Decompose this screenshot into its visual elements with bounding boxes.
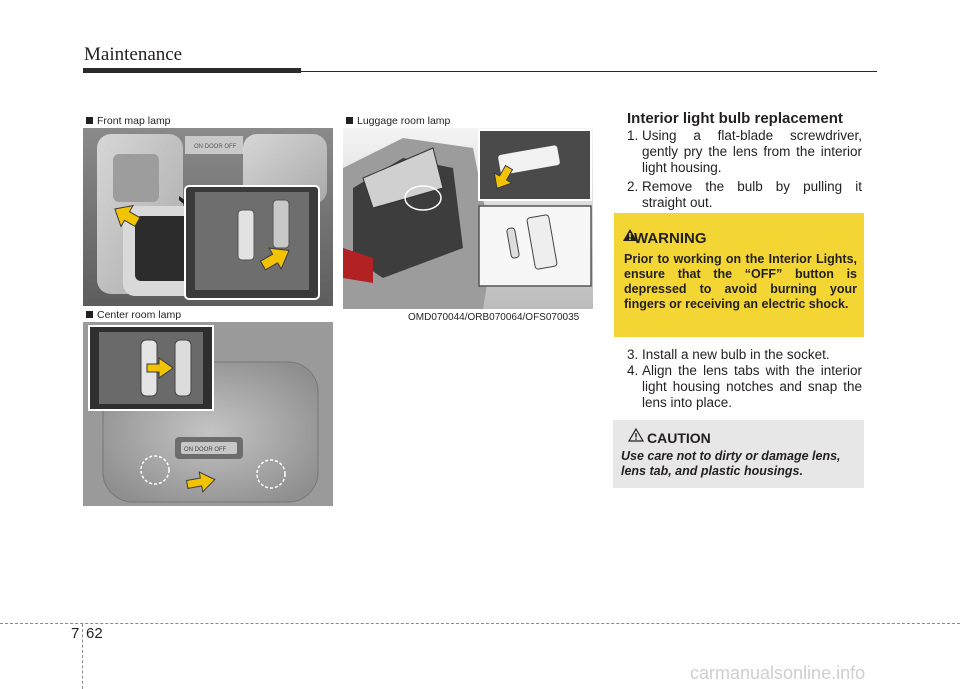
footer-divider <box>82 624 83 689</box>
front-map-lamp-label: Front map lamp <box>86 115 171 127</box>
step-4: 4. Align the lens tabs with the interior light housing notches and snap the lens into place. <box>627 363 862 410</box>
front-map-lamp-photo <box>83 128 333 306</box>
page-header-title: Maintenance <box>84 44 183 65</box>
caution-heading: CAUTION <box>647 430 711 446</box>
section-title: Interior light bulb replacement <box>627 110 843 127</box>
chapter-number: 7 <box>71 625 80 642</box>
watermark: carmanualsonline.info <box>690 663 866 683</box>
header-rule <box>301 71 877 72</box>
center-room-lamp-photo <box>83 322 333 506</box>
center-room-lamp-label: Center room lamp <box>86 309 181 321</box>
step-2: 2. Remove the bulb by pulling it straight out. <box>627 179 862 210</box>
step-3: 3. Install a new bulb in the socket. <box>627 347 830 362</box>
step-1: 1. Using a flat-blade screwdriver, gently pry the lens from the interior light housing. <box>627 128 862 175</box>
front-switch-text: ON DOOR OFF <box>194 144 237 150</box>
warning-text: Prior to working on the Interior Lights, ensure that the “OFF” button is depressed to avoid burning your fingers or receiving an electric shock. <box>624 252 857 311</box>
warning-heading: WARNING <box>634 230 707 247</box>
header-bar <box>83 68 301 73</box>
caution-triangle-icon <box>628 428 644 447</box>
image-reference-code: OMD070044/ORB070064/OFS070035 <box>408 312 580 323</box>
luggage-room-lamp-label: Luggage room lamp <box>346 115 450 127</box>
caution-text: Use care not to dirty or damage lens, lens tab, and plastic housings. <box>621 449 841 478</box>
luggage-room-lamp-photo <box>343 128 593 309</box>
center-switch-text: ON DOOR OFF <box>184 447 227 453</box>
page-number: 62 <box>86 625 103 642</box>
footer-rule <box>0 623 960 624</box>
